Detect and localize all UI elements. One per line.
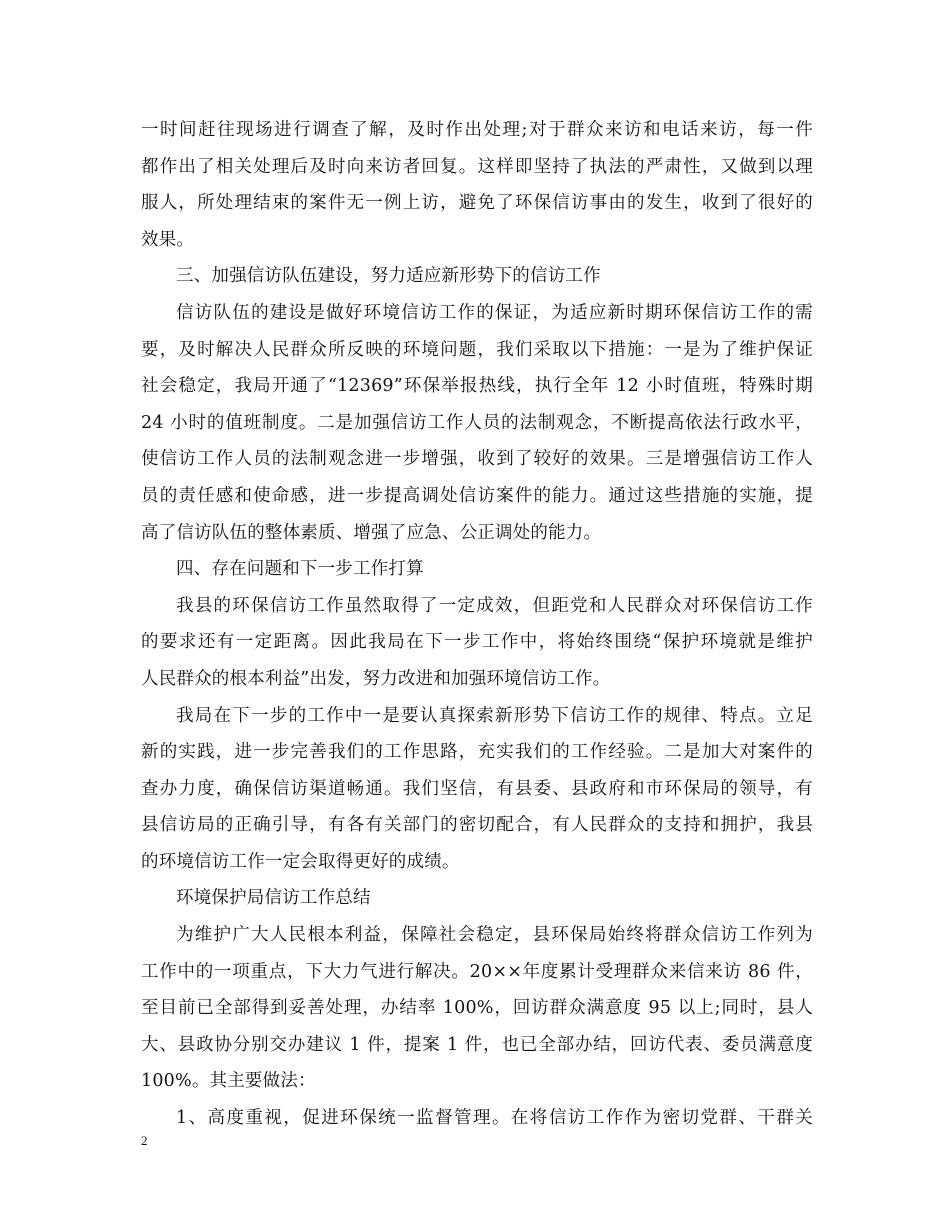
text-line: 效果。 (141, 229, 195, 250)
text-line: 县信访局的正确引导，有各有关部门的密切配合，有人民群众的支持和拥护，我县 (141, 815, 813, 836)
text-line: 四、存在问题和下一步工作打算 (176, 559, 424, 580)
text-line: 至目前已全部得到妥善处理，办结率 100%，回访群众满意度 95 以上;同时，县人 (141, 998, 813, 1019)
text-line: 社会稳定，我局开通了“12369”环保举报热线，执行全年 12 小时值班，特殊时期 (141, 376, 813, 397)
text-line: 新的实践，进一步完善我们的工作思路，充实我们的工作经验。二是加大对案件的 (141, 742, 813, 763)
text-line: 的要求还有一定距离。因此我局在下一步工作中，将始终围绕“保护环境就是维护 (141, 632, 813, 653)
text-line: 三、加强信访队伍建设，努力适应新形势下的信访工作 (176, 266, 601, 287)
page-number: 2 (141, 1133, 148, 1148)
text-line: 高了信访队伍的整体素质、增强了应急、公正调处的能力。 (141, 522, 602, 543)
text-line: 的环境信访工作一定会取得更好的成绩。 (141, 851, 460, 872)
text-line: 工作中的一项重点，下大力气进行解决。20××年度累计受理群众来信来访 86 件， (141, 961, 813, 982)
text-line: 都作出了相关处理后及时向来访者回复。这样即坚持了执法的严肃性，又做到以理 (141, 156, 813, 177)
text-line: 1、高度重视，促进环保统一监督管理。在将信访工作作为密切党群、干群关 (176, 1108, 813, 1129)
text-line: 一时间赶往现场进行调查了解，及时作出处理;对于群众来访和电话来访，每一件 (141, 120, 813, 140)
text-line: 要，及时解决人民群众所反映的环境问题，我们采取以下措施：一是为了维护保证 (141, 339, 813, 360)
text-line: 人民群众的根本利益”出发，努力改进和加强环境信访工作。 (141, 668, 611, 689)
text-line: 信访队伍的建设是做好环境信访工作的保证，为适应新时期环保信访工作的需 (176, 302, 813, 323)
text-line: 我局在下一步的工作中一是要认真探索新形势下信访工作的规律、特点。立足 (176, 705, 813, 726)
text-line: 我县的环保信访工作虽然取得了一定成效，但距党和人民群众对环保信访工作 (176, 595, 813, 616)
text-line: 环境保护局信访工作总结 (176, 888, 371, 909)
text-line: 大、县政协分别交办建议 1 件，提案 1 件，也已全部办结，回访代表、委员满意度 (141, 1034, 813, 1055)
text-line: 24 小时的值班制度。二是加强信访工作人员的法制观念，不断提高依法行政水平， (141, 412, 813, 433)
text-line: 员的责任感和使命感，进一步提高调处信访案件的能力。通过这些措施的实施，提 (141, 485, 813, 506)
text-line: 查办力度，确保信访渠道畅通。我们坚信，有县委、县政府和市环保局的领导，有 (141, 778, 813, 799)
text-line: 使信访工作人员的法制观念进一步增强，收到了较好的效果。三是增强信访工作人 (141, 449, 813, 470)
text-line: 100%。其主要做法： (141, 1071, 316, 1092)
text-line: 服人，所处理结束的案件无一例上访，避免了环保信访事由的发生，收到了很好的 (141, 193, 813, 214)
document-body (141, 112, 813, 1137)
text-line: 为维护广大人民根本利益，保障社会稳定，县环保局始终将群众信访工作列为 (176, 925, 813, 946)
